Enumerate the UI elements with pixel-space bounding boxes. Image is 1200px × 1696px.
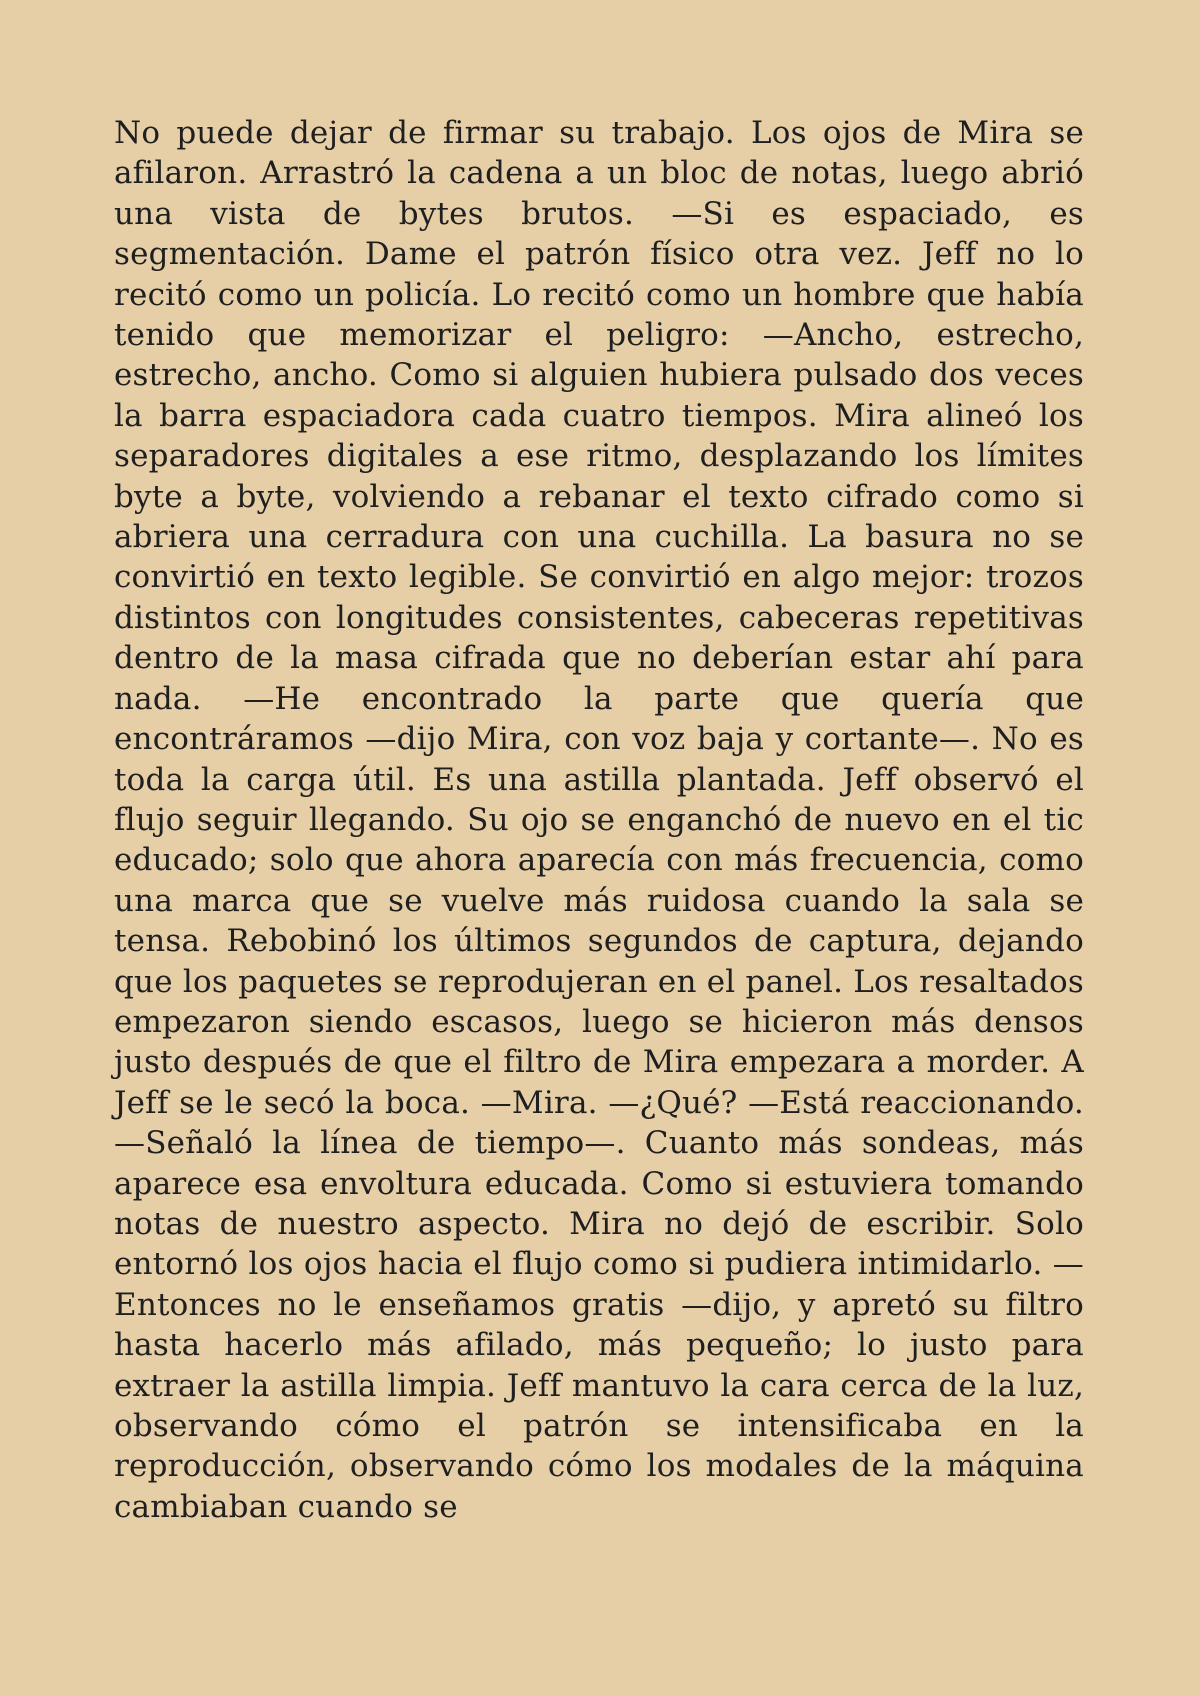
body-paragraph: No puede dejar de firmar su trabajo. Los ojos de Mira se afilaron. Arrastró la cadena a un bloc de notas, luego abrió una vista de bytes brutos. —Si es espaciado, es segmentación. Dame el patrón físico otra vez. Jeff no lo recitó como un policía. Lo recitó como un hombre que había tenido que memorizar el peligro: —Ancho, estrecho, estrecho, ancho. Como si alguien hubiera pulsado dos veces la barra espaciadora cada cuatro tiempos. Mira alineó los separadores digitales a ese ritmo, desplazando los límites byte a byte, volviendo a rebanar el texto cifrado como si abriera una cerradura con una cuchilla. La basura no se convirtió en texto legible. Se convirtió en algo mejor: trozos distintos con longitudes consistentes, cabeceras repetitivas dentro de la masa cifrada que no deberían estar ahí para nada. —He encontrado la parte que quería que encontráramos —dijo Mira, con voz baja y cortante—. No es toda la carga útil. Es una astilla plantada. Jeff observó el flujo seguir llegando. Su ojo se enganchó de nuevo en el tic educado; solo que ahora aparecía con más frecuencia, como una marca que se vuelve más ruidosa cuando la sala se tensa. Rebobinó los últimos segundos de captura, dejando que los paquetes se reprodujeran en el panel. Los resaltados empezaron siendo escasos, luego se hicieron más densos justo después de que el filtro de Mira empezara a morder. A Jeff se le secó la boca. —Mira. —¿Qué? —Está reaccionando. —Señaló la línea de tiempo—. Cuanto más sondeas, más aparece esa envoltura educada. Como si estuviera tomando notas de nuestro aspecto. Mira no dejó de escribir. Solo entornó los ojos hacia el flujo como si pudiera intimidarlo. —Entonces no le enseñamos gratis —dijo, y apretó su filtro hasta hacerlo más afilado, más pequeño; lo justo para extraer la astilla limpia. Jeff mantuvo la cara cerca de la luz, observando cómo el patrón se intensificaba en la reproducción, observando cómo los modales de la máquina cambiaban cuando se — [114, 115, 1084, 1525]
